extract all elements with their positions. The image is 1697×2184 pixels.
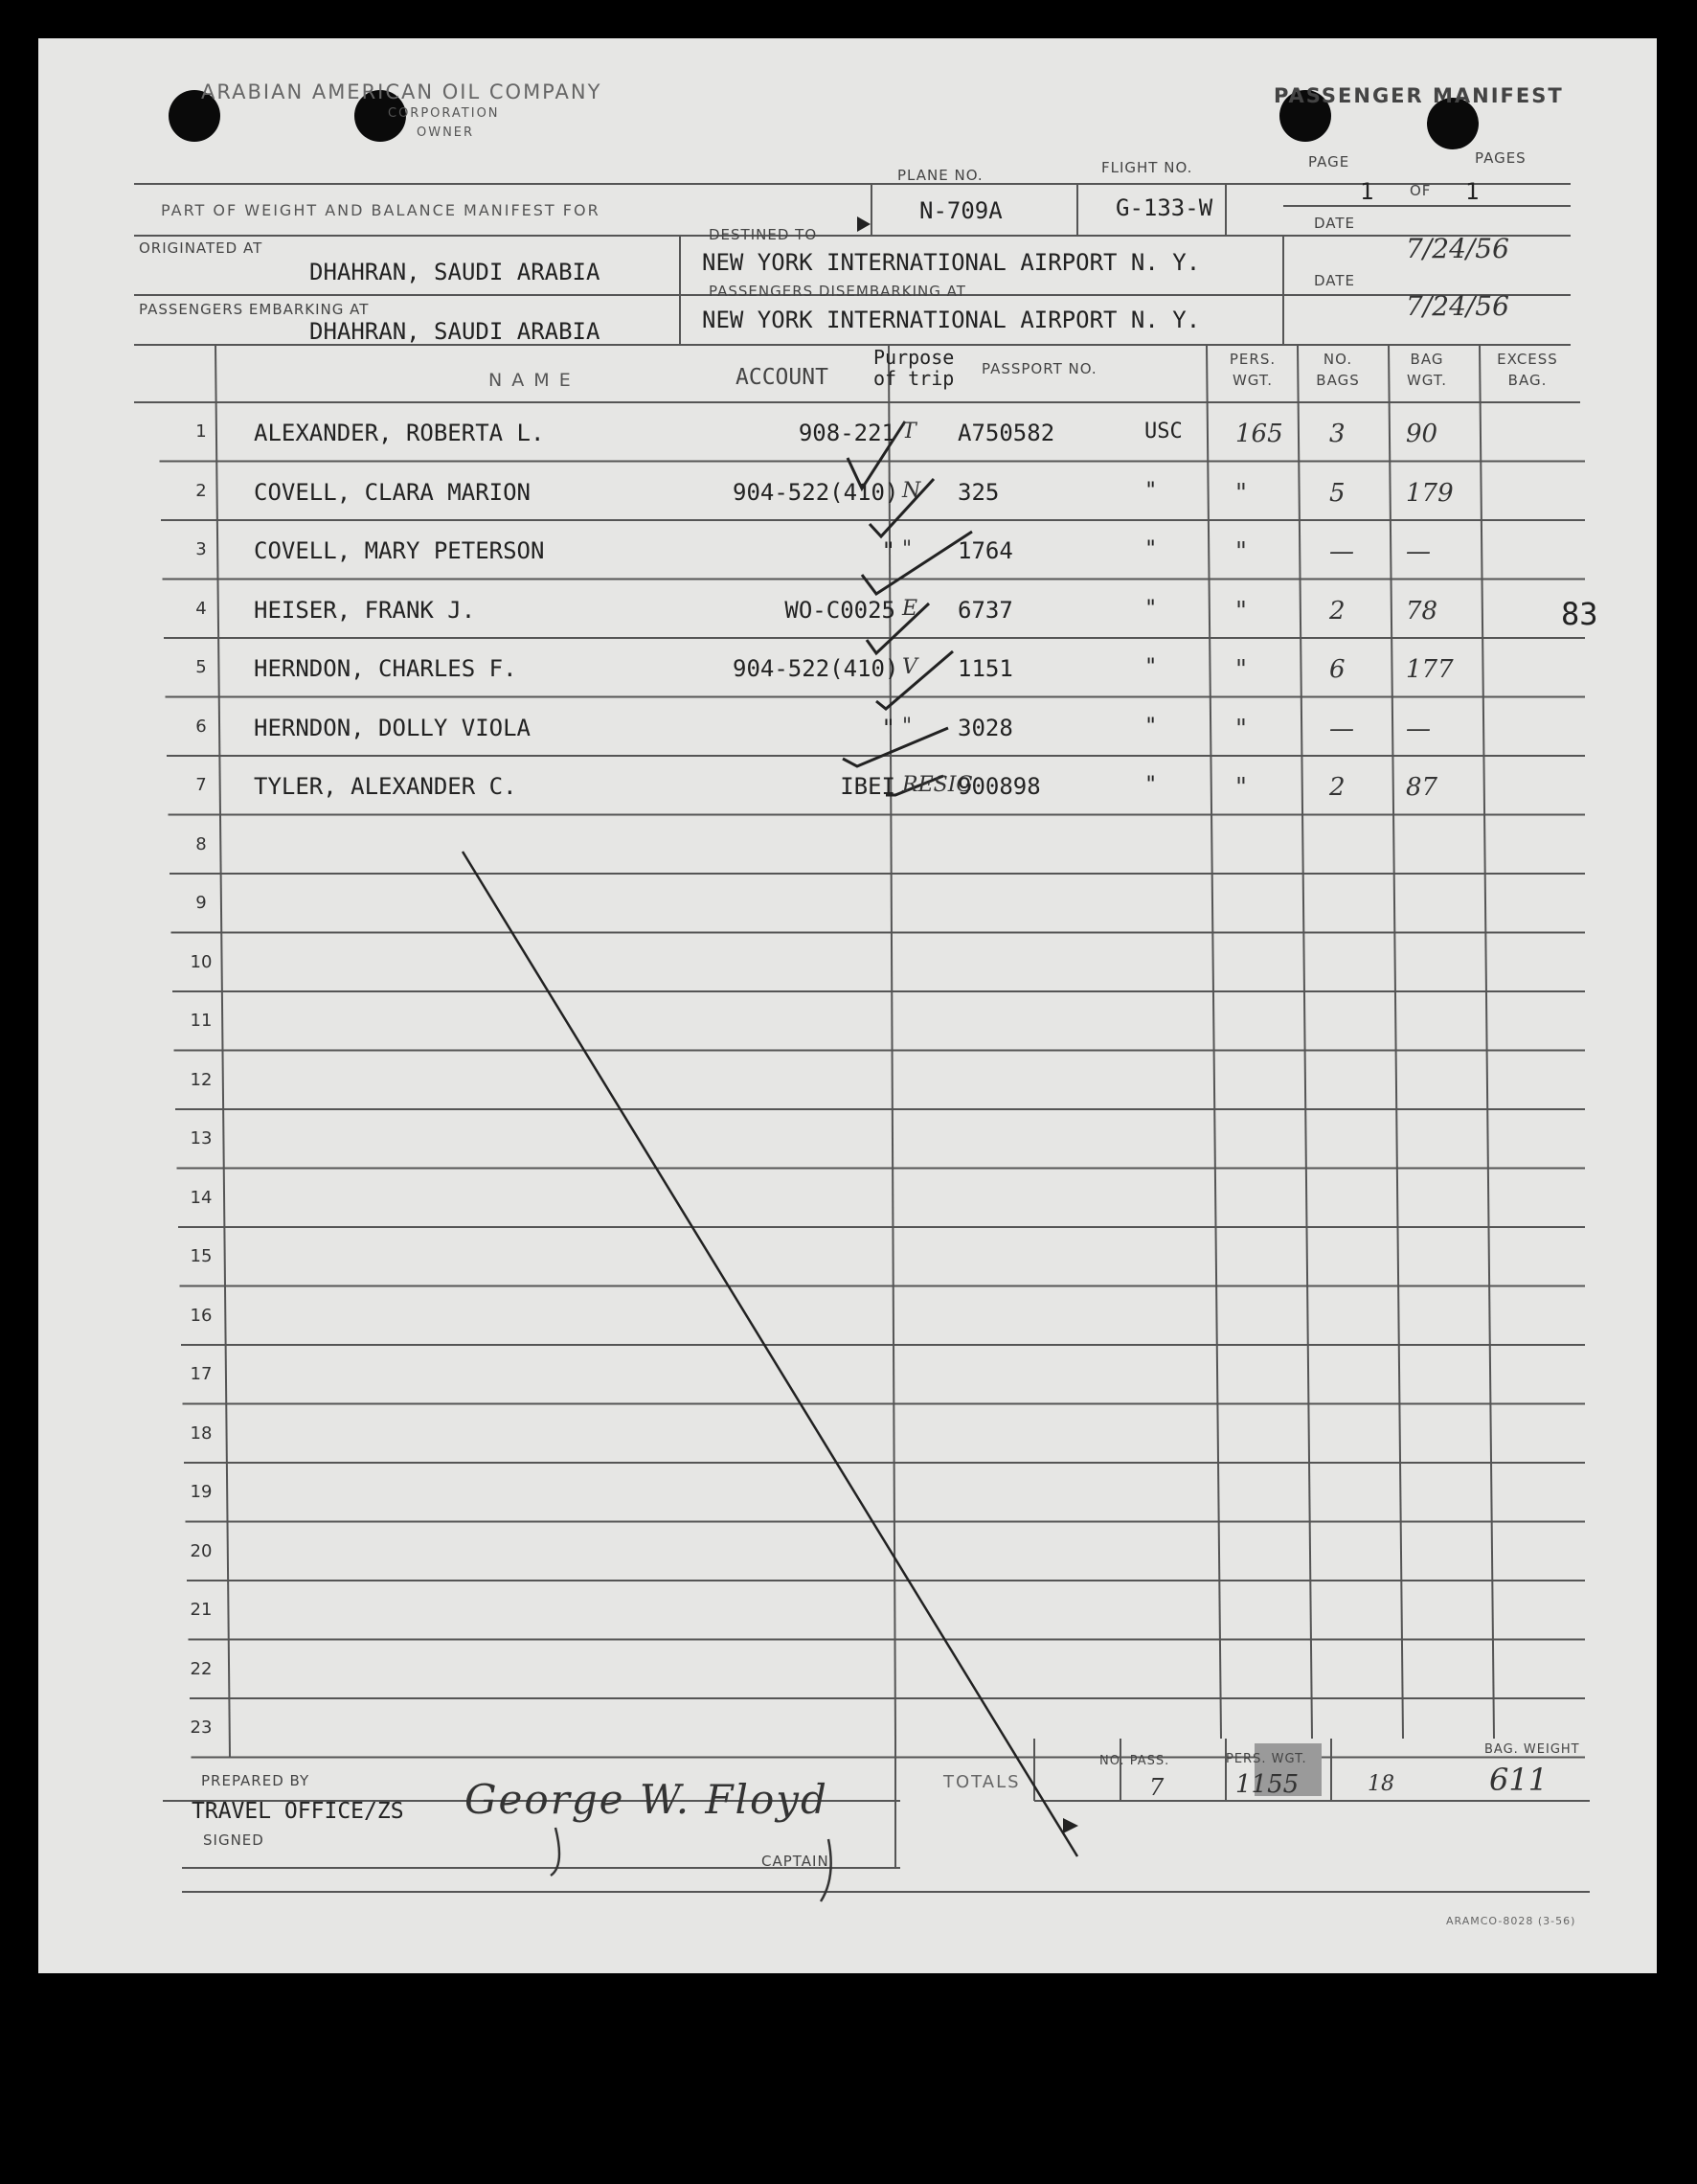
- cell-bag-wgt: —: [1406, 537, 1431, 566]
- row-number: 12: [190, 1069, 213, 1090]
- no-pass-label: NO. PASS.: [1099, 1754, 1170, 1768]
- cell-bags: 3: [1329, 420, 1346, 448]
- cell-account: IBEI: [840, 773, 895, 800]
- col-excess: EXCESS BAG.: [1497, 351, 1558, 389]
- date-label-1: DATE: [1314, 215, 1356, 232]
- row-number: 3: [195, 539, 207, 559]
- cell-passport: A750582: [958, 420, 1055, 446]
- cell-account: ": [881, 537, 895, 564]
- bags-total-value: 18: [1368, 1772, 1394, 1796]
- page-label: PAGE: [1308, 153, 1350, 171]
- flight-no-label: FLIGHT NO.: [1101, 159, 1193, 176]
- destined-label: DESTINED TO: [709, 226, 818, 243]
- cell-nationality: USC: [1144, 420, 1183, 444]
- manifest-sheet: [38, 38, 1657, 1973]
- pages-value: 1: [1465, 178, 1480, 205]
- company-corporation: CORPORATION: [388, 106, 500, 121]
- signature: George W. Floyd: [464, 1776, 828, 1823]
- bag-weight-value: 611: [1489, 1762, 1549, 1798]
- col-purpose: Purpose of trip: [873, 346, 955, 390]
- date-value-1: 7/24/56: [1406, 233, 1509, 264]
- cell-passport: 6737: [958, 596, 1013, 624]
- cell-passport: 900898: [958, 773, 1041, 800]
- row-number: 11: [190, 1011, 213, 1031]
- cell-excess: 83: [1561, 595, 1598, 632]
- pers-wgt-total-label: PERS. WGT.: [1226, 1752, 1307, 1766]
- col-bag-wgt: BAG WGT.: [1406, 351, 1448, 389]
- flight-no-value: G-133-W: [1116, 194, 1213, 221]
- cell-pers-wgt: ": [1235, 596, 1247, 626]
- disembark-value: NEW YORK INTERNATIONAL AIRPORT N. Y.: [702, 307, 1201, 333]
- cell-purpose: N: [902, 478, 921, 503]
- cell-pers-wgt: ": [1235, 714, 1247, 743]
- cell-bags: —: [1329, 537, 1354, 566]
- row-number: 13: [190, 1128, 213, 1149]
- cell-nationality: ": [1144, 537, 1158, 561]
- cell-passport: 325: [958, 478, 1000, 506]
- cell-bags: 5: [1329, 478, 1346, 508]
- embark-label: PASSENGERS EMBARKING AT: [139, 301, 370, 318]
- cell-account: 904-522(410): [733, 655, 899, 682]
- pages-label: PAGES: [1475, 149, 1527, 167]
- col-pers-wgt: PERS. WGT.: [1229, 351, 1277, 389]
- totals-label: TOTALS: [943, 1772, 1021, 1792]
- signed-label: SIGNED: [203, 1831, 264, 1849]
- cell-purpose: V: [902, 655, 917, 679]
- cell-bags: —: [1329, 714, 1354, 743]
- cell-bag-wgt: 179: [1406, 478, 1454, 508]
- bag-weight-label: BAG. WEIGHT: [1484, 1742, 1580, 1757]
- form-code: ARAMCO-8028 (3-56): [1446, 1915, 1576, 1927]
- cell-passport: 1764: [958, 537, 1013, 564]
- row-number: 22: [190, 1658, 213, 1679]
- row-number: 19: [190, 1482, 213, 1502]
- row-number: 23: [190, 1718, 213, 1738]
- col-no-bags: NO. BAGS: [1316, 351, 1360, 389]
- cell-bag-wgt: 78: [1406, 596, 1438, 626]
- cell-nationality: ": [1144, 773, 1158, 797]
- cell-purpose: ": [902, 537, 913, 561]
- cell-purpose: RESIG: [902, 773, 973, 797]
- cell-passport: 1151: [958, 655, 1013, 682]
- col-account: ACCOUNT: [735, 365, 828, 390]
- company-name: ARABIAN AMERICAN OIL COMPANY: [201, 80, 602, 103]
- cell-bag-wgt: 90: [1406, 420, 1438, 448]
- prepared-by-value: TRAVEL OFFICE/ZS: [192, 1799, 404, 1824]
- cell-name: HERNDON, DOLLY VIOLA: [254, 714, 531, 741]
- cell-account: 904-522(410): [733, 478, 899, 506]
- cell-nationality: ": [1144, 655, 1158, 679]
- row-number: 16: [190, 1305, 213, 1326]
- no-pass-value: 7: [1149, 1774, 1165, 1801]
- cell-purpose: T: [902, 420, 916, 444]
- cell-nationality: ": [1144, 478, 1158, 503]
- cell-name: COVELL, MARY PETERSON: [254, 537, 545, 564]
- captain-label: CAPTAIN: [761, 1853, 829, 1870]
- cell-name: HEISER, FRANK J.: [254, 596, 476, 624]
- cell-name: HERNDON, CHARLES F.: [254, 655, 517, 682]
- cell-nationality: ": [1144, 596, 1158, 621]
- cell-bags: 2: [1329, 773, 1346, 802]
- cell-pers-wgt: ": [1235, 537, 1247, 566]
- row-number: 20: [190, 1540, 213, 1561]
- row-number: 7: [195, 775, 207, 795]
- row-number: 8: [195, 833, 207, 854]
- cell-name: COVELL, CLARA MARION: [254, 478, 531, 506]
- row-number: 15: [190, 1246, 213, 1266]
- row-number: 9: [195, 893, 207, 913]
- cancel-line: [463, 852, 1077, 1856]
- cell-bag-wgt: 177: [1406, 655, 1454, 684]
- row-number: 4: [195, 598, 207, 619]
- date-label-2: DATE: [1314, 272, 1356, 289]
- row-number: 6: [195, 716, 207, 737]
- pers-wgt-total-value: 1155: [1235, 1770, 1300, 1799]
- cell-purpose: E: [902, 596, 918, 621]
- cell-purpose: ": [902, 714, 913, 739]
- cell-bags: 6: [1329, 655, 1346, 684]
- destined-value: NEW YORK INTERNATIONAL AIRPORT N. Y.: [702, 249, 1201, 276]
- plane-no-value: N-709A: [919, 197, 1003, 224]
- cell-passport: 3028: [958, 714, 1013, 741]
- cell-account: 908-221: [798, 420, 895, 446]
- row-number: 21: [190, 1600, 213, 1620]
- cell-account: WO-C0025: [784, 596, 895, 624]
- originated-label: ORIGINATED AT: [139, 239, 263, 257]
- cell-account: ": [881, 714, 895, 741]
- cell-bag-wgt: 87: [1406, 773, 1438, 802]
- cell-pers-wgt: ": [1235, 773, 1247, 802]
- page-value: 1: [1360, 178, 1374, 205]
- row-number: 14: [190, 1187, 213, 1208]
- row-number: 2: [195, 480, 207, 501]
- cell-name: TYLER, ALEXANDER C.: [254, 773, 517, 800]
- plane-no-label: PLANE NO.: [897, 167, 984, 184]
- cell-pers-wgt: 165: [1235, 420, 1283, 448]
- cell-bag-wgt: —: [1406, 714, 1431, 743]
- prepared-by-label: PREPARED BY: [201, 1772, 310, 1789]
- of-label: OF: [1410, 182, 1432, 199]
- cell-pers-wgt: ": [1235, 655, 1247, 684]
- cell-bags: 2: [1329, 596, 1346, 626]
- cell-nationality: ": [1144, 714, 1158, 739]
- date-value-2: 7/24/56: [1406, 290, 1509, 322]
- form-title: PASSENGER MANIFEST: [1274, 84, 1564, 107]
- col-passport: PASSPORT NO.: [982, 360, 1097, 377]
- embark-value: DHAHRAN, SAUDI ARABIA: [309, 318, 600, 345]
- row-number: 5: [195, 657, 207, 677]
- company-owner: OWNER: [417, 125, 475, 140]
- cell-pers-wgt: ": [1235, 478, 1247, 508]
- originated-value: DHAHRAN, SAUDI ARABIA: [309, 259, 600, 285]
- part-of-label: PART OF WEIGHT AND BALANCE MANIFEST FOR: [161, 201, 600, 219]
- row-number: 18: [190, 1422, 213, 1444]
- disembark-label: PASSENGERS DISEMBARKING AT: [709, 283, 966, 300]
- row-number: 1: [195, 421, 207, 442]
- cell-name: ALEXANDER, ROBERTA L.: [254, 420, 545, 446]
- col-name: N A M E: [488, 370, 573, 391]
- row-number: 17: [190, 1364, 213, 1384]
- row-number: 10: [190, 951, 213, 972]
